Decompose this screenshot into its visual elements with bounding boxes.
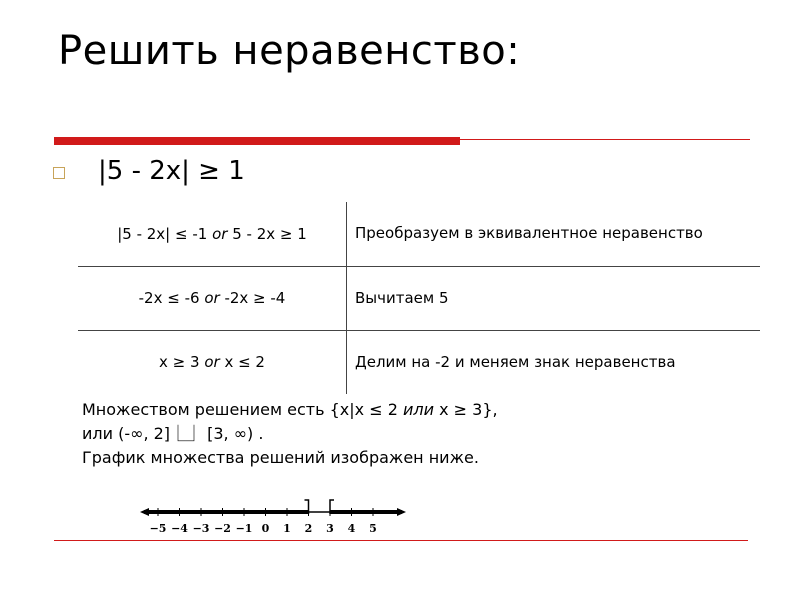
- step-explanation: Вычитаем 5: [347, 266, 761, 330]
- step-expression: -2x ≤ -6 or -2x ≥ -4: [78, 266, 347, 330]
- tick-label: 1: [283, 522, 291, 535]
- number-line-graph: [140, 494, 410, 544]
- bottom-divider: [54, 540, 748, 541]
- step-explanation: Делим на -2 и меняем знак неравенства: [347, 330, 761, 394]
- solution-steps-table: [78, 202, 760, 394]
- conclusion-text: [82, 398, 498, 470]
- slide-title: Решить неравенство:: [58, 28, 521, 74]
- tick-label: −4: [171, 522, 188, 535]
- step-explanation: Преобразуем в эквивалентное неравенство: [355, 224, 703, 243]
- tick-label: −1: [235, 522, 253, 535]
- tick-label: 2: [304, 522, 313, 535]
- title-underline-thin: [460, 139, 750, 140]
- inequality-text: |5 - 2x| ≥ 1: [98, 156, 245, 186]
- tick-label: 4: [347, 522, 356, 535]
- step-expression: |5 - 2x| ≤ -1 or 5 - 2x ≥ 1: [78, 202, 347, 266]
- conclusion-line-3: График множества решений изображен ниже.: [82, 448, 479, 467]
- conclusion-line-1: Множеством решением есть {x|x ≤ 2 или x ≥ 3},: [82, 400, 498, 419]
- tick-label: −2: [214, 522, 231, 535]
- number-line-labels: [150, 522, 377, 535]
- table-row: [78, 202, 760, 266]
- bullet-square-icon: [53, 167, 65, 179]
- table-row: [78, 266, 760, 330]
- tick-label: −5: [149, 522, 167, 535]
- table-row: [78, 330, 760, 394]
- step-expression: x ≥ 3 or x ≤ 2: [78, 330, 347, 394]
- conclusion-line-2: или (-∞, 2]⎿⏌ [3, ∞) .: [82, 424, 264, 443]
- tick-label: 0: [261, 522, 270, 535]
- tick-label: 3: [326, 522, 334, 535]
- tick-label: 5: [369, 522, 377, 535]
- tick-label: −3: [192, 522, 210, 535]
- title-underline-thick: [54, 137, 460, 145]
